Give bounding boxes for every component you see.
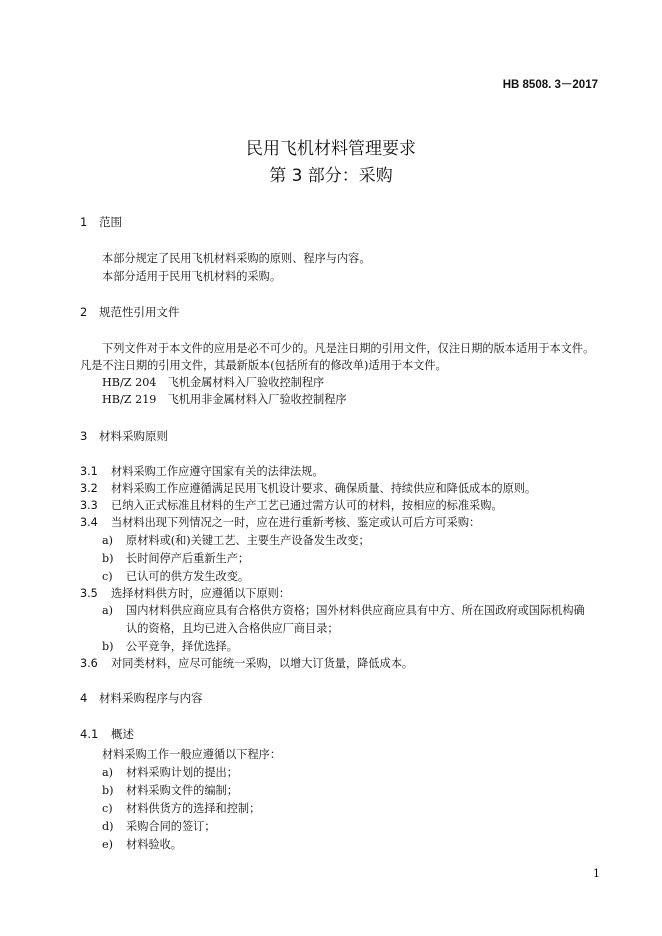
list-item-text: 原材料或(和)关键工艺、主要生产设备发生改变； xyxy=(126,534,370,547)
clause-text: 对同类材料，应尽可能统一采购，以增大订货量，降低成本。 xyxy=(111,657,414,670)
section-number: 1 xyxy=(80,215,88,229)
section-number: 2 xyxy=(80,305,88,319)
clause-text: 材料采购工作应遵守国家有关的法律法规。 xyxy=(111,465,324,478)
list-item xyxy=(102,818,216,834)
list-item-text: 采购合同的签订； xyxy=(126,820,216,833)
list-item xyxy=(102,836,182,852)
clause-text: 选择材料供方时，应遵循以下原则： xyxy=(111,587,291,600)
list-marker: b) xyxy=(102,640,114,653)
list-marker: b) xyxy=(102,784,114,797)
list-item xyxy=(102,638,238,654)
clause-number: 3.5 xyxy=(80,587,98,600)
list-item xyxy=(102,568,249,584)
list-item-text: 材料供货方的选择和控制； xyxy=(126,802,261,815)
list-marker: a) xyxy=(102,604,114,617)
list-item xyxy=(102,532,370,548)
subsection-number: 4.1 xyxy=(80,727,99,741)
list-marker: c) xyxy=(102,802,113,815)
section-heading-1 xyxy=(80,214,122,230)
paragraph: 下列文件对于本文件的应用是必不可少的。凡是注日期的引用文件，仅注日期的版本适用于本文件。 xyxy=(102,342,595,355)
section-title: 范围 xyxy=(99,215,122,229)
clause-number: 3.1 xyxy=(80,465,98,478)
reference-item: HB/Z 204 飞机金属材料入厂验收控制程序 xyxy=(102,376,325,389)
section-heading-4 xyxy=(80,690,203,706)
document-title: 民用飞机材料管理要求 xyxy=(246,139,416,159)
document-subtitle: 第 3 部分：采购 xyxy=(269,166,393,186)
list-item-continuation: 认的资格，且均已进入合格供应厂商目录； xyxy=(126,622,339,635)
section-title: 材料采购程序与内容 xyxy=(99,691,203,705)
section-title: 规范性引用文件 xyxy=(99,305,180,319)
section-heading-3 xyxy=(80,428,168,444)
section-number: 4 xyxy=(80,691,88,705)
list-marker: d) xyxy=(102,820,114,833)
clause-3-2 xyxy=(80,480,536,496)
list-item xyxy=(102,782,238,798)
list-item-text: 公平竞争，择优选择。 xyxy=(126,640,238,653)
clause-number: 3.2 xyxy=(80,482,98,495)
clause-3-6 xyxy=(80,655,413,671)
clause-3-4 xyxy=(80,514,480,530)
list-item xyxy=(102,800,260,816)
section-heading-2 xyxy=(80,304,180,320)
paragraph: 凡是不注日期的引用文件，其最新版本(包括所有的修改单)适用于本文件。 xyxy=(80,359,447,372)
subsection-heading-4-1 xyxy=(80,726,134,742)
clause-text: 材料采购工作应遵循满足民用飞机设计要求、确保质量、持续供应和降低成本的原则。 xyxy=(111,482,537,495)
page-number: 1 xyxy=(593,867,600,880)
clause-3-3 xyxy=(80,497,503,513)
clause-3-5 xyxy=(80,585,290,601)
list-item-text: 已认可的供方发生改变。 xyxy=(126,570,250,583)
list-item-text: 材料采购计划的提出； xyxy=(126,766,238,779)
list-item-text: 长时间停产后重新生产； xyxy=(126,552,250,565)
list-marker: c) xyxy=(102,570,113,583)
clause-number: 3.3 xyxy=(80,499,98,512)
list-marker: b) xyxy=(102,552,114,565)
list-item xyxy=(102,602,585,618)
list-item-text: 材料采购文件的编制； xyxy=(126,784,238,797)
clause-3-1 xyxy=(80,463,324,479)
section-title: 材料采购原则 xyxy=(99,429,168,443)
list-item-text: 材料验收。 xyxy=(126,838,182,851)
clause-number: 3.4 xyxy=(80,516,98,529)
paragraph: 本部分规定了民用飞机材料采购的原则、程序与内容。 xyxy=(102,252,371,265)
section-number: 3 xyxy=(80,429,88,443)
list-marker: e) xyxy=(102,838,113,851)
list-item xyxy=(102,550,249,566)
clause-text: 当材料出现下列情况之一时，应在进行重新考核、鉴定或认可后方可采购： xyxy=(111,516,481,529)
clause-number: 3.6 xyxy=(80,657,98,670)
reference-item: HB/Z 219 飞机用非金属材料入厂验收控制程序 xyxy=(102,393,347,406)
list-item-text: 国内材料供应商应具有合格供方资格；国外材料供应商应具有中方、所在国政府或国际机构确 xyxy=(126,604,585,617)
clause-text: 已纳入正式标准且材料的生产工艺已通过需方认可的材料，按相应的标准采购。 xyxy=(111,499,503,512)
list-marker: a) xyxy=(102,534,114,547)
paragraph: 材料采购工作一般应遵循以下程序： xyxy=(102,748,282,761)
list-item xyxy=(102,764,238,780)
list-marker: a) xyxy=(102,766,114,779)
paragraph: 本部分适用于民用飞机材料的采购。 xyxy=(102,270,282,283)
subsection-title: 概述 xyxy=(111,727,134,741)
document-number: HB 8508. 3－2017 xyxy=(502,79,598,91)
